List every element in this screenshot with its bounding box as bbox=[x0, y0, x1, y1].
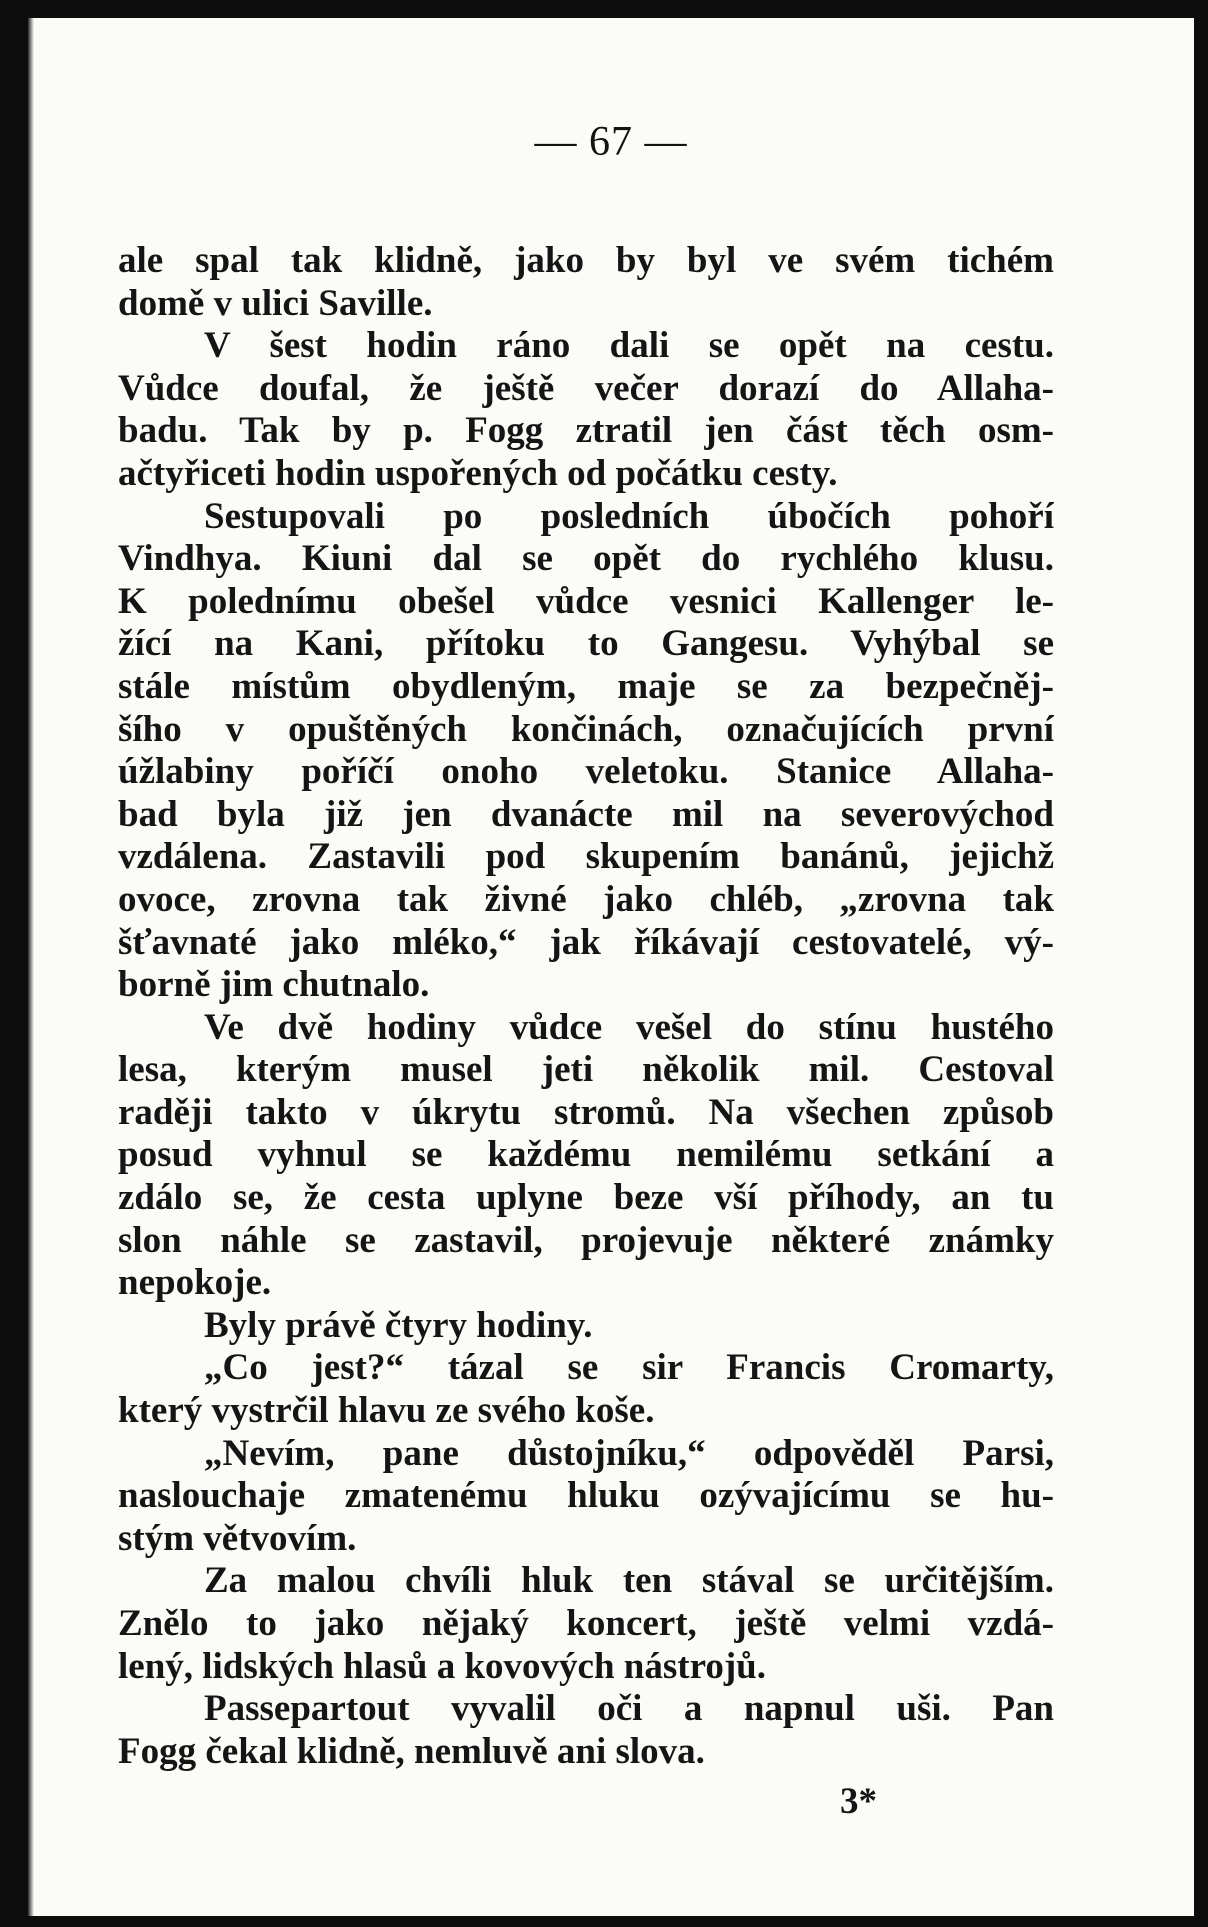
text-line: žící na Kani, přítoku to Gangesu. Vyhýbal se bbox=[118, 623, 1054, 665]
page-number: — 67 — bbox=[534, 119, 688, 165]
text-line: raději takto v úkrytu stromů. Na všechen způsob bbox=[118, 1091, 1054, 1133]
body-text bbox=[118, 240, 1054, 1773]
text-line: borně jim chutnalo. bbox=[118, 964, 430, 1006]
text-line: ale spal tak klidně, jako by byl ve svém tichém bbox=[118, 240, 1054, 281]
text-line: úžlabiny poříčí onoho veletoku. Stanice Allaha- bbox=[118, 751, 1054, 793]
text-line: ačtyřiceti hodin uspořených od počátku cesty. bbox=[118, 452, 838, 494]
text-line: šího v opuštěných končinách, označujících první bbox=[118, 708, 1054, 750]
text-line: lesa, kterým musel jeti několik mil. Cestoval bbox=[118, 1049, 1054, 1091]
text-line: Byly právě čtyry hodiny. bbox=[204, 1304, 593, 1346]
text-line: Vůdce doufal, že ještě večer dorazí do Allaha- bbox=[118, 367, 1054, 409]
book-page bbox=[28, 18, 1194, 1916]
text-line: Vindhya. Kiuni dal se opět do rychlého klusu. bbox=[118, 538, 1054, 580]
text-line: vzdálena. Zastavili pod skupením banánů, jejichž bbox=[118, 836, 1054, 878]
text-line: K polednímu obešel vůdce vesnici Kallenger le- bbox=[118, 580, 1054, 622]
text-line: slon náhle se zastavil, projevuje některé známky bbox=[118, 1219, 1054, 1261]
text-line: Fogg čekal klidně, nemluvě ani slova. bbox=[118, 1730, 705, 1772]
text-line: ovoce, zrovna tak živné jako chléb, „zrovna tak bbox=[118, 878, 1054, 920]
text-line: bad byla již jen dvanácte mil na severovýchod bbox=[118, 793, 1054, 835]
text-line: badu. Tak by p. Fogg ztratil jen část těch osm- bbox=[118, 410, 1054, 452]
text-line: Znělo to jako nějaký koncert, ještě velmi vzdá- bbox=[118, 1603, 1054, 1644]
text-line: Passepartout vyvalil oči a napnul uši. Pan bbox=[204, 1688, 1054, 1730]
text-line: posud vyhnul se každému nemilému setkání a bbox=[118, 1134, 1054, 1176]
text-line: šťavnaté jako mléko,“ jak říkávají cestovatelé, vý- bbox=[118, 921, 1054, 963]
text-line: stále místům obydleným, maje se za bezpečněj- bbox=[118, 665, 1054, 707]
text-line: „Co jest?“ tázal se sir Francis Cromarty, bbox=[204, 1347, 1054, 1389]
text-line: který vystrčil hlavu ze svého koše. bbox=[118, 1390, 655, 1432]
text-line: Sestupovali po posledních úbočích pohoří bbox=[204, 495, 1054, 537]
text-line: zdálo se, že cesta uplyne beze vší příhody, an tu bbox=[118, 1177, 1054, 1219]
text-line: stým větvovím. bbox=[118, 1517, 357, 1559]
signature-mark: 3* bbox=[840, 1781, 877, 1822]
text-line: Za malou chvíli hluk ten stával se určitějším. bbox=[204, 1560, 1054, 1602]
text-line: naslouchaje zmatenému hluku ozývajícímu se hu- bbox=[118, 1475, 1054, 1517]
text-line: V šest hodin ráno dali se opět na cestu. bbox=[204, 325, 1054, 367]
text-line: nepokoje. bbox=[118, 1262, 272, 1304]
binding-edge bbox=[28, 18, 34, 1916]
text-line: domě v ulici Saville. bbox=[118, 282, 433, 324]
text-line: „Nevím, pane důstojníku,“ odpověděl Parsi, bbox=[204, 1432, 1054, 1474]
text-line: lený, lidských hlasů a kovových nástrojů. bbox=[118, 1645, 767, 1687]
text-line: Ve dvě hodiny vůdce vešel do stínu hustého bbox=[204, 1006, 1054, 1048]
